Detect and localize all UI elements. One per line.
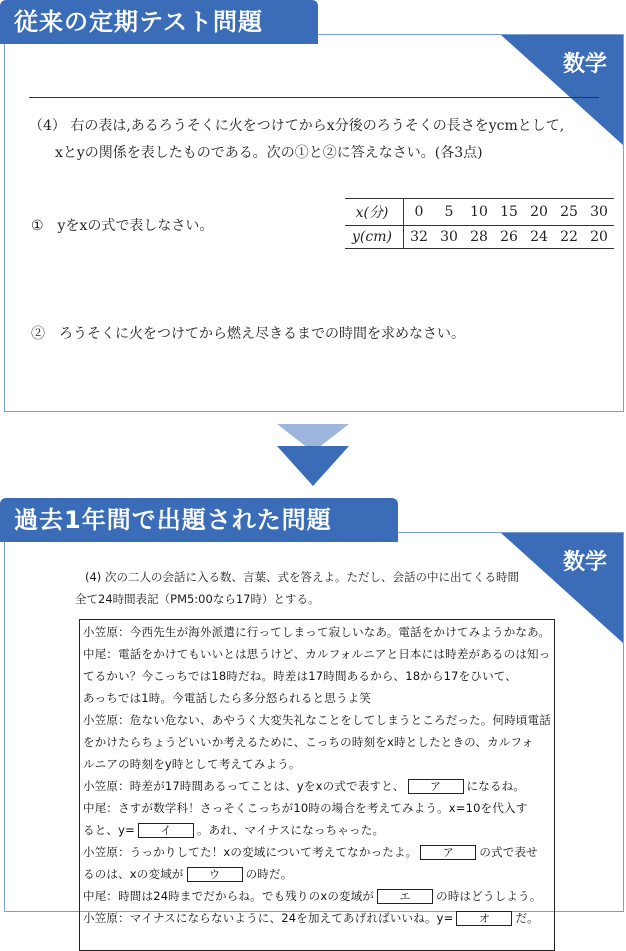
table-cell: 28 [470,229,488,245]
dialog-line: 中尾：さすが数学科！さっそくこっちが10時の場合を考えてみよう。x=10を代入す [83,801,528,815]
dialog-line [83,778,525,794]
table-cell: 22 [560,229,578,245]
dialog-line: 小笠原：今西先生が海外派遣に行ってしまって寂しいなあ。電話をかけてみようかなあ。 [83,625,551,639]
table-cell: 10 [464,199,494,226]
sub-question-1: ① yをxの式で表しなさい。 [31,218,214,234]
question-intro: （4） 右の表は,あるろうそくに火をつけてからx分後のろうそくの長さをycmとして, [29,118,565,134]
table-cell: 32 [410,229,428,245]
dialog-line [83,844,538,860]
answer-blank-e: エ [377,889,433,904]
dialog-text: るのは、xの変域が [83,867,184,881]
dialog-line: ルニアの時刻をy時として考えてみよう。 [83,757,301,771]
dialog-line: をかけたらちょうどいいか考えるために、こっちの時刻をx時としたときの、カルフォ [83,735,534,749]
dialog-text: 。あれ、マイナスになっちゃった。 [196,823,385,837]
table-cell: 20 [524,199,554,226]
answer-blank-a2: ア [420,845,476,860]
data-table [345,198,614,249]
dialog-text: になるね。 [466,779,526,793]
dialog-text: ると、y= [83,823,135,837]
table-cell: 0 [404,199,435,226]
subject-label: 数学 [562,52,607,77]
dialog-line [83,822,384,838]
question-intro-cont: xとyの関係を表したものである。次の①と②に答えなさい。(各3点) [55,145,483,161]
dialog-line [83,888,541,904]
answer-blank-i: イ [138,823,194,838]
dialog-line: あっちでは1時。今電話したら多分怒られると思うよ笑 [83,691,372,705]
table-cell: 24 [530,229,548,245]
table-cell: 26 [500,229,518,245]
answer-blank-u: ウ [187,867,243,882]
dialog-text: の時はどうしよう。 [436,889,542,903]
past-question-panel [4,532,624,925]
table-cell: 30 [584,199,614,226]
scan-intro: (4) 次の二人の会話に入る数、言葉、式を答えよ。ただし、会話の中に出てくる時間 [85,570,519,584]
dialog-text: の式で表せ [479,845,538,859]
sub-question-2: ② ろうそくに火をつけてから燃え尽きるまでの時間を求めなさい。 [31,326,465,342]
answer-blank-a: ア [408,779,464,794]
dialog-box [79,619,555,951]
table-cell: 30 [440,229,458,245]
dialog-line: 小笠原：危ない危ない、あやうく大変失礼なことをしてしまうところだった。何時頃電話 [83,713,551,727]
scan-intro-cont: 全て24時間表記（PM5:00なら17時）とする。 [75,592,320,606]
subject-label: 数学 [562,550,607,575]
dialog-line [83,866,292,882]
down-arrow-icon [277,424,349,490]
dialog-text: 小笠原：時差が17時間あるってことは、yをxの式で表すと、 [83,779,405,793]
dialog-text: 小笠原：マイナスにならないように、24を加えてあげればいいね。y= [83,911,454,925]
table-header-y: y(cm) [345,226,404,249]
section-tab-conventional: 従来の定期テスト問題 [0,0,318,44]
table-header-x: x(分) [345,199,404,226]
conventional-question-panel [4,34,624,412]
table-cell: 20 [590,229,608,245]
dialog-text: だ。 [515,911,539,925]
dialog-line [83,910,539,926]
divider [29,97,599,98]
table-cell: 15 [494,199,524,226]
table-cell: 5 [434,199,464,226]
answer-blank-o: オ [456,911,512,926]
section-tab-past-year: 過去1年間で出題された問題 [0,498,398,542]
dialog-line: 中尾：電話をかけてもいいとは思うけど、カルフォルニアと日本には時差があるのは知っ [83,647,551,661]
dialog-line: てるかい？今こっちでは18時だね。時差は17時間あるから、18から17をひいて、 [83,669,517,683]
dialog-text: 中尾：時間は24時までだからね。でも残りのxの変域が [83,889,375,903]
dialog-text: 小笠原：うっかりしてた！xの変域について考えてなかったよ。 [83,845,418,859]
dialog-text: の時だ。 [245,867,293,881]
table-cell: 25 [554,199,584,226]
